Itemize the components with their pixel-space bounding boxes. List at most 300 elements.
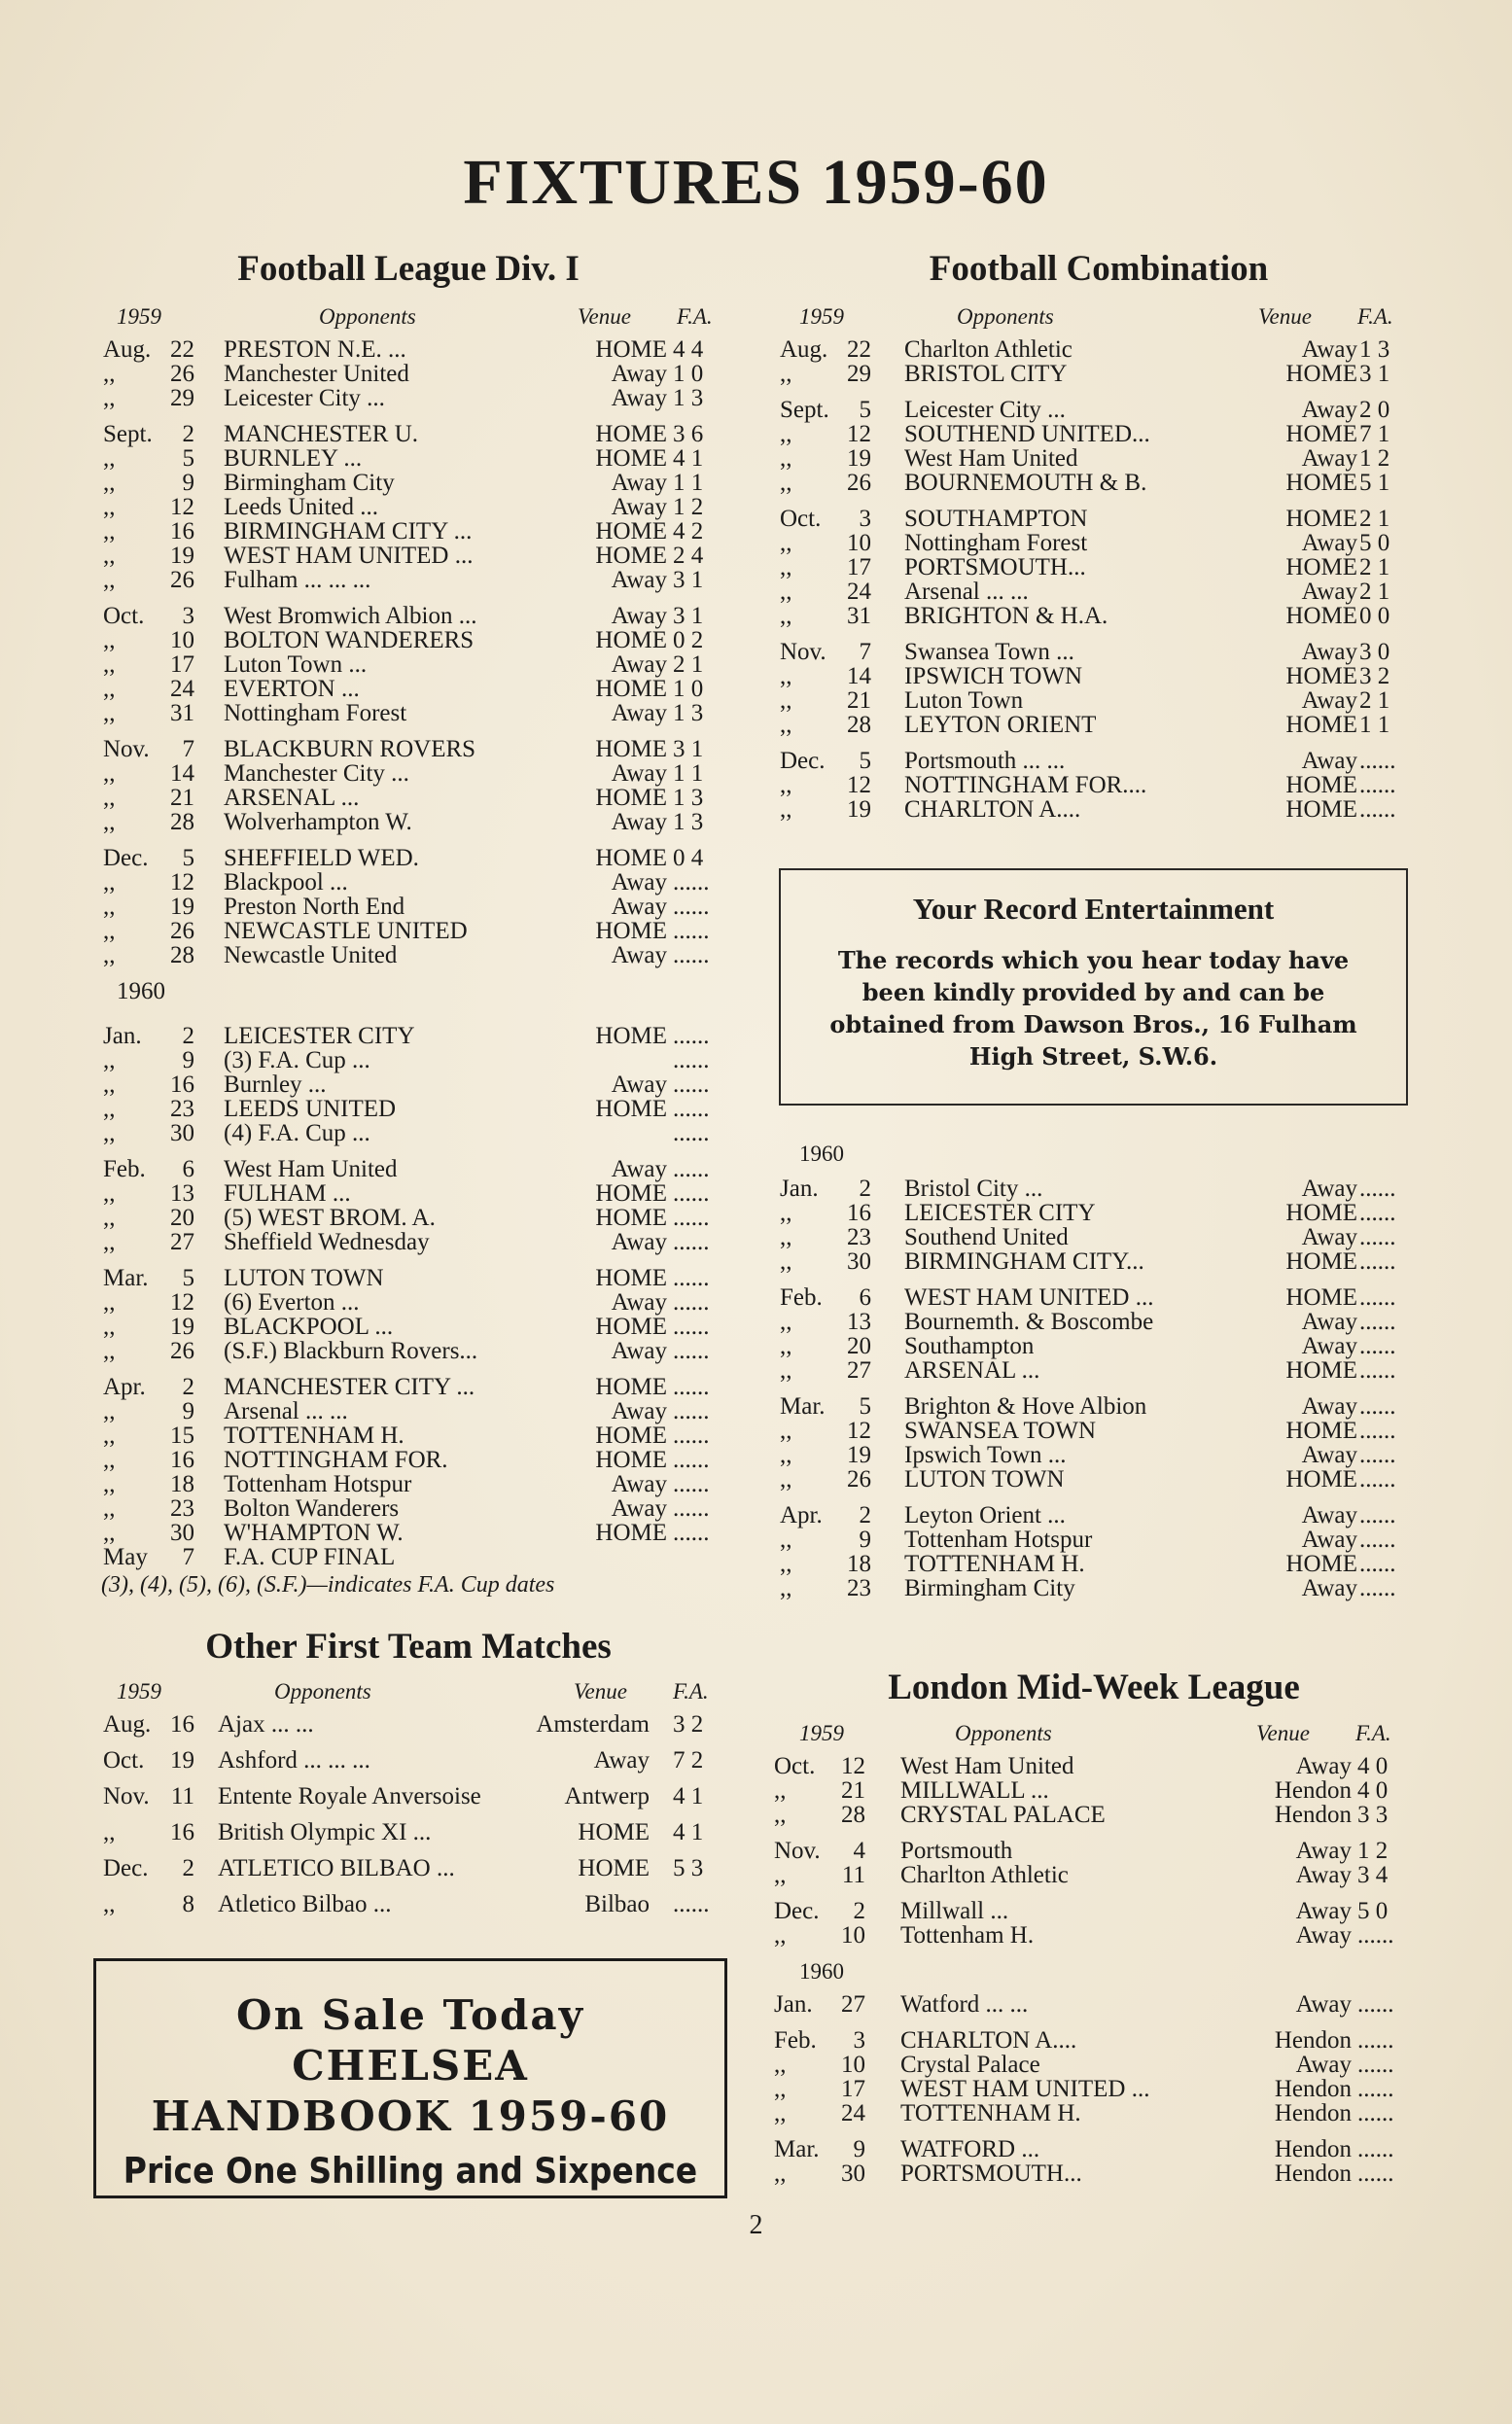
fixture-month: ,, <box>780 1418 792 1444</box>
fixture-opponent: Southend United <box>904 1224 1069 1250</box>
fixture-opponent: ATLETICO BILBAO ... <box>218 1855 455 1881</box>
fixture-row <box>103 1048 735 1072</box>
fixture-venue: Away <box>1301 748 1357 774</box>
fixture-row <box>774 1310 1416 1334</box>
midweek-venue-label: Venue <box>1256 1721 1310 1745</box>
fixture-opponent: Bolton Wanderers <box>224 1495 400 1522</box>
fixture-day: 28 <box>170 942 194 968</box>
fixture-row <box>103 701 735 725</box>
fixture-venue: Away <box>1301 1575 1357 1601</box>
fixture-venue: Away <box>1301 445 1357 472</box>
combination-year-1960: 1960 <box>799 1142 844 1166</box>
fixture-result: ...... <box>1359 796 1396 823</box>
fixture-day: 19 <box>847 1442 871 1468</box>
fixture-day: 24 <box>847 579 871 605</box>
record-box <box>779 868 1408 1106</box>
fixture-day: 2 <box>853 1898 865 1924</box>
fixture-row <box>774 580 1416 604</box>
fixture-result: 2 1 <box>1359 554 1390 580</box>
fixture-month: Aug. <box>780 336 828 363</box>
fixture-day: 26 <box>170 567 194 593</box>
fixture-row <box>103 1545 735 1569</box>
record-text: The records which you hear today have been kindly provided by and can be obtained from Dawson Bros., 16 Fulham High Street, S.W.6. <box>829 946 1357 1071</box>
fixture-day: 3 <box>853 2027 865 2054</box>
fixture-day: 16 <box>170 1819 194 1845</box>
fixture-month: ,, <box>103 760 116 787</box>
fixture-venue: HOME <box>1285 361 1357 387</box>
fixture-row <box>774 1177 1416 1201</box>
fixture-result: ...... <box>673 1520 710 1546</box>
fixture-month: ,, <box>103 1229 116 1255</box>
fixture-venue: Away <box>1295 2052 1352 2078</box>
fixture-month: Oct. <box>103 603 145 629</box>
fixture-opponent: Southampton <box>904 1333 1035 1359</box>
fixture-venue: HOME <box>1285 554 1357 580</box>
fixture-month: Dec. <box>780 748 826 774</box>
fixture-month: ,, <box>780 1551 792 1577</box>
fixture-month: Feb. <box>774 2027 817 2054</box>
fixture-row <box>774 713 1416 737</box>
fixture-day: 9 <box>853 2136 865 2162</box>
league-year-label: 1959 <box>117 304 161 329</box>
fixture-result: ...... <box>673 1495 710 1522</box>
fixture-venue: HOME <box>595 736 667 762</box>
fixture-result: 0 4 <box>673 845 704 871</box>
fixture-opponent: Leeds United ... <box>224 494 378 520</box>
fixture-result: 5 3 <box>673 1855 704 1881</box>
fixture-day: 5 <box>182 445 194 472</box>
fixture-venue: HOME <box>595 421 667 447</box>
fixture-venue: Away <box>1301 1333 1357 1359</box>
fixture-result: ...... <box>1357 2027 1394 2054</box>
fixture-day: 7 <box>182 1544 194 1570</box>
fixture-row <box>774 1576 1416 1600</box>
fixture-opponent: Watford ... ... <box>900 1991 1029 2018</box>
fixture-day: 27 <box>841 1991 865 2018</box>
fixture-row <box>103 1230 735 1254</box>
fixture-result: 1 0 <box>673 676 704 702</box>
fixture-day: 8 <box>182 1891 194 1917</box>
fixture-opponent: ARSENAL ... <box>224 785 360 811</box>
fixture-row <box>103 1784 735 1820</box>
fixture-opponent: Ashford ... ... ... <box>218 1747 370 1774</box>
fixture-opponent: Arsenal ... ... <box>904 579 1029 605</box>
fixture-opponent: Entente Royale Anversoise <box>218 1783 481 1809</box>
fixture-result: 3 1 <box>673 736 704 762</box>
fixture-row <box>103 1496 735 1521</box>
fixture-row <box>103 471 735 495</box>
fixture-venue: HOME <box>595 1023 667 1049</box>
fixture-opponent: Leicester City ... <box>224 385 385 411</box>
fixture-result: 2 1 <box>1359 687 1390 714</box>
fixture-row <box>774 1839 1416 1863</box>
fixture-day: 30 <box>170 1520 194 1546</box>
fixture-month: ,, <box>780 1357 792 1384</box>
fixture-result: 2 1 <box>1359 506 1390 532</box>
fixture-day: 11 <box>170 1783 194 1809</box>
fixture-day: 2 <box>859 1502 871 1528</box>
fixture-result: 4 0 <box>1357 1753 1389 1779</box>
fixture-result: 1 2 <box>673 494 704 520</box>
fixture-result: ...... <box>1359 1466 1396 1493</box>
combination-1960-rows <box>774 1177 1416 1600</box>
fixture-result: ...... <box>673 869 710 896</box>
fixture-opponent: Leicester City ... <box>904 397 1066 423</box>
fixture-opponent: TOTTENHAM H. <box>224 1423 404 1449</box>
fixture-month: Oct. <box>780 506 822 532</box>
fixture-venue: HOME <box>1285 1418 1357 1444</box>
fixture-venue: Away <box>1301 687 1357 714</box>
fixture-venue: HOME <box>578 1819 650 1845</box>
fixture-month: Aug. <box>103 336 152 363</box>
fixture-month: Nov. <box>103 1783 150 1809</box>
fixture-opponent: FULHAM ... <box>224 1180 351 1207</box>
fixture-row <box>774 2161 1416 2186</box>
fixture-row <box>103 846 735 870</box>
fixture-row <box>103 943 735 967</box>
fixture-venue: HOME <box>1285 506 1357 532</box>
fixture-opponent: PORTSMOUTH... <box>904 554 1086 580</box>
fixture-day: 2 <box>182 1855 194 1881</box>
fixture-venue: Away <box>611 942 667 968</box>
fixture-result: ...... <box>673 1120 710 1146</box>
fixture-result: 4 2 <box>673 518 704 545</box>
fixture-opponent: SHEFFIELD WED. <box>224 845 419 871</box>
fixture-opponent: Fulham ... ... ... <box>224 567 371 593</box>
fixture-venue: Away <box>1301 639 1357 665</box>
fixture-month: Apr. <box>103 1374 146 1400</box>
fixture-result: ...... <box>673 1374 710 1400</box>
fixture-day: 26 <box>170 1338 194 1364</box>
fixture-venue: Away <box>611 869 667 896</box>
fixture-opponent: ARSENAL ... <box>904 1357 1040 1384</box>
fixture-day: 10 <box>841 1922 865 1949</box>
fixture-day: 5 <box>182 845 194 871</box>
fixture-row <box>774 1394 1416 1419</box>
fixture-row <box>103 446 735 471</box>
fixture-month: ,, <box>103 1495 116 1522</box>
fixture-opponent: West Bromwich Albion ... <box>224 603 477 629</box>
fixture-day: 12 <box>170 494 194 520</box>
fixture-row <box>103 1072 735 1097</box>
fixture-row <box>774 2101 1416 2125</box>
fixture-venue: Hendon <box>1274 2076 1352 2102</box>
fixture-venue: Away <box>1295 1991 1352 2018</box>
fixture-result: ...... <box>673 1338 710 1364</box>
fixture-month: ,, <box>103 894 116 920</box>
fixture-venue: Away <box>1301 579 1357 605</box>
fixture-result: ...... <box>673 1471 710 1497</box>
fixture-month: ,, <box>103 518 116 545</box>
fixture-day: 16 <box>170 1447 194 1473</box>
fixture-row <box>103 1121 735 1145</box>
fixture-month: ,, <box>103 1819 116 1845</box>
fixture-row <box>774 1249 1416 1274</box>
fixture-month: ,, <box>774 1862 787 1888</box>
fixture-opponent: Manchester City ... <box>224 760 409 787</box>
fixture-venue: Away <box>611 494 667 520</box>
fixture-day: 5 <box>859 748 871 774</box>
fixture-month: ,, <box>103 1071 116 1098</box>
fixture-row <box>774 773 1416 797</box>
fixture-month: ,, <box>780 1333 792 1359</box>
fixture-day: 20 <box>170 1205 194 1231</box>
fixture-row <box>103 1521 735 1545</box>
fixture-opponent: Luton Town <box>904 687 1024 714</box>
fixture-month: Nov. <box>780 639 826 665</box>
fixture-day: 18 <box>170 1471 194 1497</box>
fixture-day: 2 <box>182 421 194 447</box>
fixture-venue: HOME <box>595 1096 667 1122</box>
fixture-row <box>774 2137 1416 2161</box>
fixture-result: ...... <box>1359 1575 1396 1601</box>
fixture-row <box>774 398 1416 422</box>
fixture-row <box>774 2077 1416 2101</box>
fixture-venue: HOME <box>1285 796 1357 823</box>
fixture-row <box>774 446 1416 471</box>
fixture-month: ,, <box>780 554 792 580</box>
fixture-row <box>103 919 735 943</box>
fixture-opponent: F.A. CUP FINAL <box>224 1544 396 1570</box>
fixture-opponent: TOTTENHAM H. <box>900 2100 1081 2126</box>
advert-price: Price One Shilling and Sixpence <box>123 2150 698 2192</box>
fixture-result: ...... <box>1357 2052 1394 2078</box>
fixture-result: 3 1 <box>673 567 704 593</box>
fixture-day: 20 <box>847 1333 871 1359</box>
fixture-row <box>103 544 735 568</box>
fixture-opponent: MILLWALL ... <box>900 1777 1049 1804</box>
other-venue-label: Venue <box>574 1679 627 1704</box>
fixture-result: ...... <box>673 1314 710 1340</box>
fixture-opponent: IPSWICH TOWN <box>904 663 1083 689</box>
fixture-result: 0 0 <box>1359 603 1390 629</box>
fixture-venue: Away <box>1295 1862 1352 1888</box>
fixture-day: 2 <box>859 1176 871 1202</box>
fixture-day: 27 <box>847 1357 871 1384</box>
fixture-venue: Away <box>1301 1527 1357 1553</box>
fixture-row <box>103 1339 735 1363</box>
fixture-month: ,, <box>103 676 116 702</box>
fixture-result: ...... <box>1359 1333 1396 1359</box>
fixture-opponent: BOURNEMOUTH & B. <box>904 470 1147 496</box>
fixture-row <box>103 1157 735 1181</box>
fixture-month: Jan. <box>774 1991 813 2018</box>
fixture-opponent: CHARLTON A.... <box>900 2027 1077 2054</box>
fixture-result: ...... <box>673 1265 710 1291</box>
fixture-opponent: West Ham United <box>224 1156 398 1182</box>
fixture-row <box>103 652 735 677</box>
fixture-opponent: EVERTON ... <box>224 676 360 702</box>
fixture-venue: Hendon <box>1274 2136 1352 2162</box>
fixture-venue: HOME <box>1285 1284 1357 1311</box>
fixture-venue: Away <box>1301 1224 1357 1250</box>
record-title: Your Record Entertainment <box>912 892 1275 926</box>
fixture-result: 1 3 <box>673 809 704 835</box>
fixture-opponent: Swansea Town ... <box>904 639 1074 665</box>
combination-year-label: 1959 <box>799 304 844 329</box>
fixture-month: ,, <box>103 494 116 520</box>
page-number: 2 <box>749 2210 763 2240</box>
midweek-year-label: 1959 <box>799 1721 844 1745</box>
fixture-venue: HOME <box>595 1205 667 1231</box>
fixture-venue: HOME <box>595 676 667 702</box>
fixture-month: ,, <box>780 796 792 823</box>
fixture-result: 2 0 <box>1359 397 1390 423</box>
fixture-venue: HOME <box>595 918 667 944</box>
fixture-venue: HOME <box>1285 1357 1357 1384</box>
fixture-venue: HOME <box>595 1180 667 1207</box>
fixture-day: 19 <box>847 796 871 823</box>
fixture-result: ...... <box>673 1398 710 1424</box>
fixture-opponent: PRESTON N.E. ... <box>224 336 406 363</box>
fixture-month: ,, <box>103 918 116 944</box>
fixture-result: ...... <box>1357 1922 1394 1949</box>
fixture-opponent: BRIGHTON & H.A. <box>904 603 1108 629</box>
fixture-day: 26 <box>847 1466 871 1493</box>
fixture-venue: Away <box>1301 1502 1357 1528</box>
page-title: FIXTURES 1959-60 <box>463 147 1049 218</box>
fixture-row <box>774 1923 1416 1948</box>
fixture-row <box>774 749 1416 773</box>
fixture-opponent: (6) Everton ... <box>224 1289 360 1316</box>
fixture-result: ...... <box>673 1289 710 1316</box>
midweek-fa-label: F.A. <box>1355 1721 1391 1745</box>
fixture-venue: Amsterdam <box>536 1711 650 1738</box>
fixture-opponent: MANCHESTER U. <box>224 421 419 447</box>
fixture-result: 5 0 <box>1359 530 1390 556</box>
fixture-day: 21 <box>170 785 194 811</box>
fixture-opponent: Crystal Palace <box>900 2052 1040 2078</box>
fixture-opponent: Wolverhampton W. <box>224 809 412 835</box>
combination-fa-label: F.A. <box>1357 304 1393 329</box>
fixture-result: 2 1 <box>1359 579 1390 605</box>
fixture-opponent: WATFORD ... <box>900 2136 1040 2162</box>
fixture-result: ...... <box>1359 1527 1396 1553</box>
fixture-month: ,, <box>780 445 792 472</box>
fixture-row <box>774 1863 1416 1887</box>
fixture-opponent: LEICESTER CITY <box>904 1200 1096 1226</box>
fixture-row <box>103 1290 735 1315</box>
fixture-opponent: BLACKBURN ROVERS <box>224 736 476 762</box>
fixture-result: 5 0 <box>1357 1898 1389 1924</box>
fixture-opponent: MANCHESTER CITY ... <box>224 1374 475 1400</box>
fixture-row <box>774 1358 1416 1383</box>
fixture-venue: Away <box>1301 1393 1357 1420</box>
fixture-opponent: WEST HAM UNITED ... <box>904 1284 1154 1311</box>
fixture-venue: Hendon <box>1274 1802 1352 1828</box>
fixture-month: ,, <box>780 1466 792 1493</box>
fixture-row <box>774 1467 1416 1492</box>
fixture-venue: Away <box>1295 1922 1352 1949</box>
fixture-month: May <box>103 1544 148 1570</box>
fixture-venue: Away <box>611 470 667 496</box>
fixture-result: ...... <box>1357 2100 1394 2126</box>
midweek-opponents-label: Opponents <box>955 1721 1052 1745</box>
fixture-result: ...... <box>1357 1991 1394 2018</box>
league-venue-label: Venue <box>578 304 631 329</box>
fixture-opponent: BIRMINGHAM CITY ... <box>224 518 473 545</box>
fixture-opponent: NEWCASTLE UNITED <box>224 918 468 944</box>
fixture-day: 9 <box>182 1398 194 1424</box>
fixture-result: 4 4 <box>673 336 704 363</box>
fixture-venue: Away <box>1301 397 1357 423</box>
fixture-result: 5 1 <box>1359 470 1390 496</box>
fixture-day: 24 <box>841 2100 865 2126</box>
fixture-row <box>103 1375 735 1399</box>
fixture-result: 3 6 <box>673 421 704 447</box>
advert-line-2: CHELSEA <box>292 2042 529 2090</box>
fixture-result: ...... <box>673 1180 710 1207</box>
fixture-day: 9 <box>859 1527 871 1553</box>
fixture-month: Sept. <box>780 397 829 423</box>
fixture-row <box>103 1399 735 1423</box>
fixture-venue: Away <box>1295 1898 1352 1924</box>
fixture-row <box>774 1503 1416 1528</box>
fixture-day: 10 <box>847 530 871 556</box>
fixture-month: ,, <box>780 579 792 605</box>
fixture-month: ,, <box>780 1442 792 1468</box>
fixture-month: ,, <box>780 530 792 556</box>
fixture-day: 7 <box>182 736 194 762</box>
fixture-result: ...... <box>1359 1502 1396 1528</box>
league-header <box>103 304 735 337</box>
fixture-row <box>774 1334 1416 1358</box>
fixture-day: 28 <box>170 809 194 835</box>
fixture-venue: Away <box>611 567 667 593</box>
fixture-month: ,, <box>774 2052 787 2078</box>
fixture-day: 4 <box>853 1838 865 1864</box>
fixture-row <box>103 737 735 761</box>
fixture-day: 2 <box>182 1374 194 1400</box>
fixture-row <box>774 640 1416 664</box>
fixture-day: 2 <box>182 1023 194 1049</box>
fixture-opponent: NOTTINGHAM FOR. <box>224 1447 448 1473</box>
fixture-venue: Away <box>611 1229 667 1255</box>
fixture-day: 14 <box>847 663 871 689</box>
fixture-month: ,, <box>780 1309 792 1335</box>
fixture-row <box>774 1285 1416 1310</box>
fixture-day: 24 <box>170 676 194 702</box>
fixture-row <box>103 1181 735 1206</box>
fixture-month: Jan. <box>780 1176 819 1202</box>
fixture-result: 4 1 <box>673 1819 704 1845</box>
fixture-opponent: British Olympic XI ... <box>218 1819 432 1845</box>
fixture-opponent: (3) F.A. Cup ... <box>224 1047 370 1073</box>
advert-line-3: HANDBOOK 1959-60 <box>151 2092 670 2140</box>
fixture-opponent: Blackpool ... <box>224 869 348 896</box>
fixture-month: ,, <box>103 1205 116 1231</box>
fixture-day: 5 <box>859 397 871 423</box>
fixture-opponent: Tottenham Hotspur <box>224 1471 412 1497</box>
fixture-opponent: Burnley ... <box>224 1071 327 1098</box>
fixture-day: 6 <box>859 1284 871 1311</box>
fixture-day: 17 <box>847 554 871 580</box>
fixture-day: 28 <box>841 1802 865 1828</box>
fixture-opponent: Tottenham Hotspur <box>904 1527 1093 1553</box>
other-opponents-label: Opponents <box>274 1679 371 1704</box>
handbook-advert <box>93 1958 727 2198</box>
fixture-result: 3 3 <box>1357 1802 1389 1828</box>
fixture-day: 14 <box>170 760 194 787</box>
fixture-opponent: Sheffield Wednesday <box>224 1229 430 1255</box>
fixture-day: 11 <box>841 1862 865 1888</box>
fixture-result: 2 4 <box>673 543 704 569</box>
fixture-venue: Away <box>611 1071 667 1098</box>
fixture-result: 1 1 <box>673 760 704 787</box>
fixture-opponent: Preston North End <box>224 894 405 920</box>
fixture-venue: Away <box>1301 336 1357 363</box>
fixture-result: ...... <box>673 1047 710 1073</box>
